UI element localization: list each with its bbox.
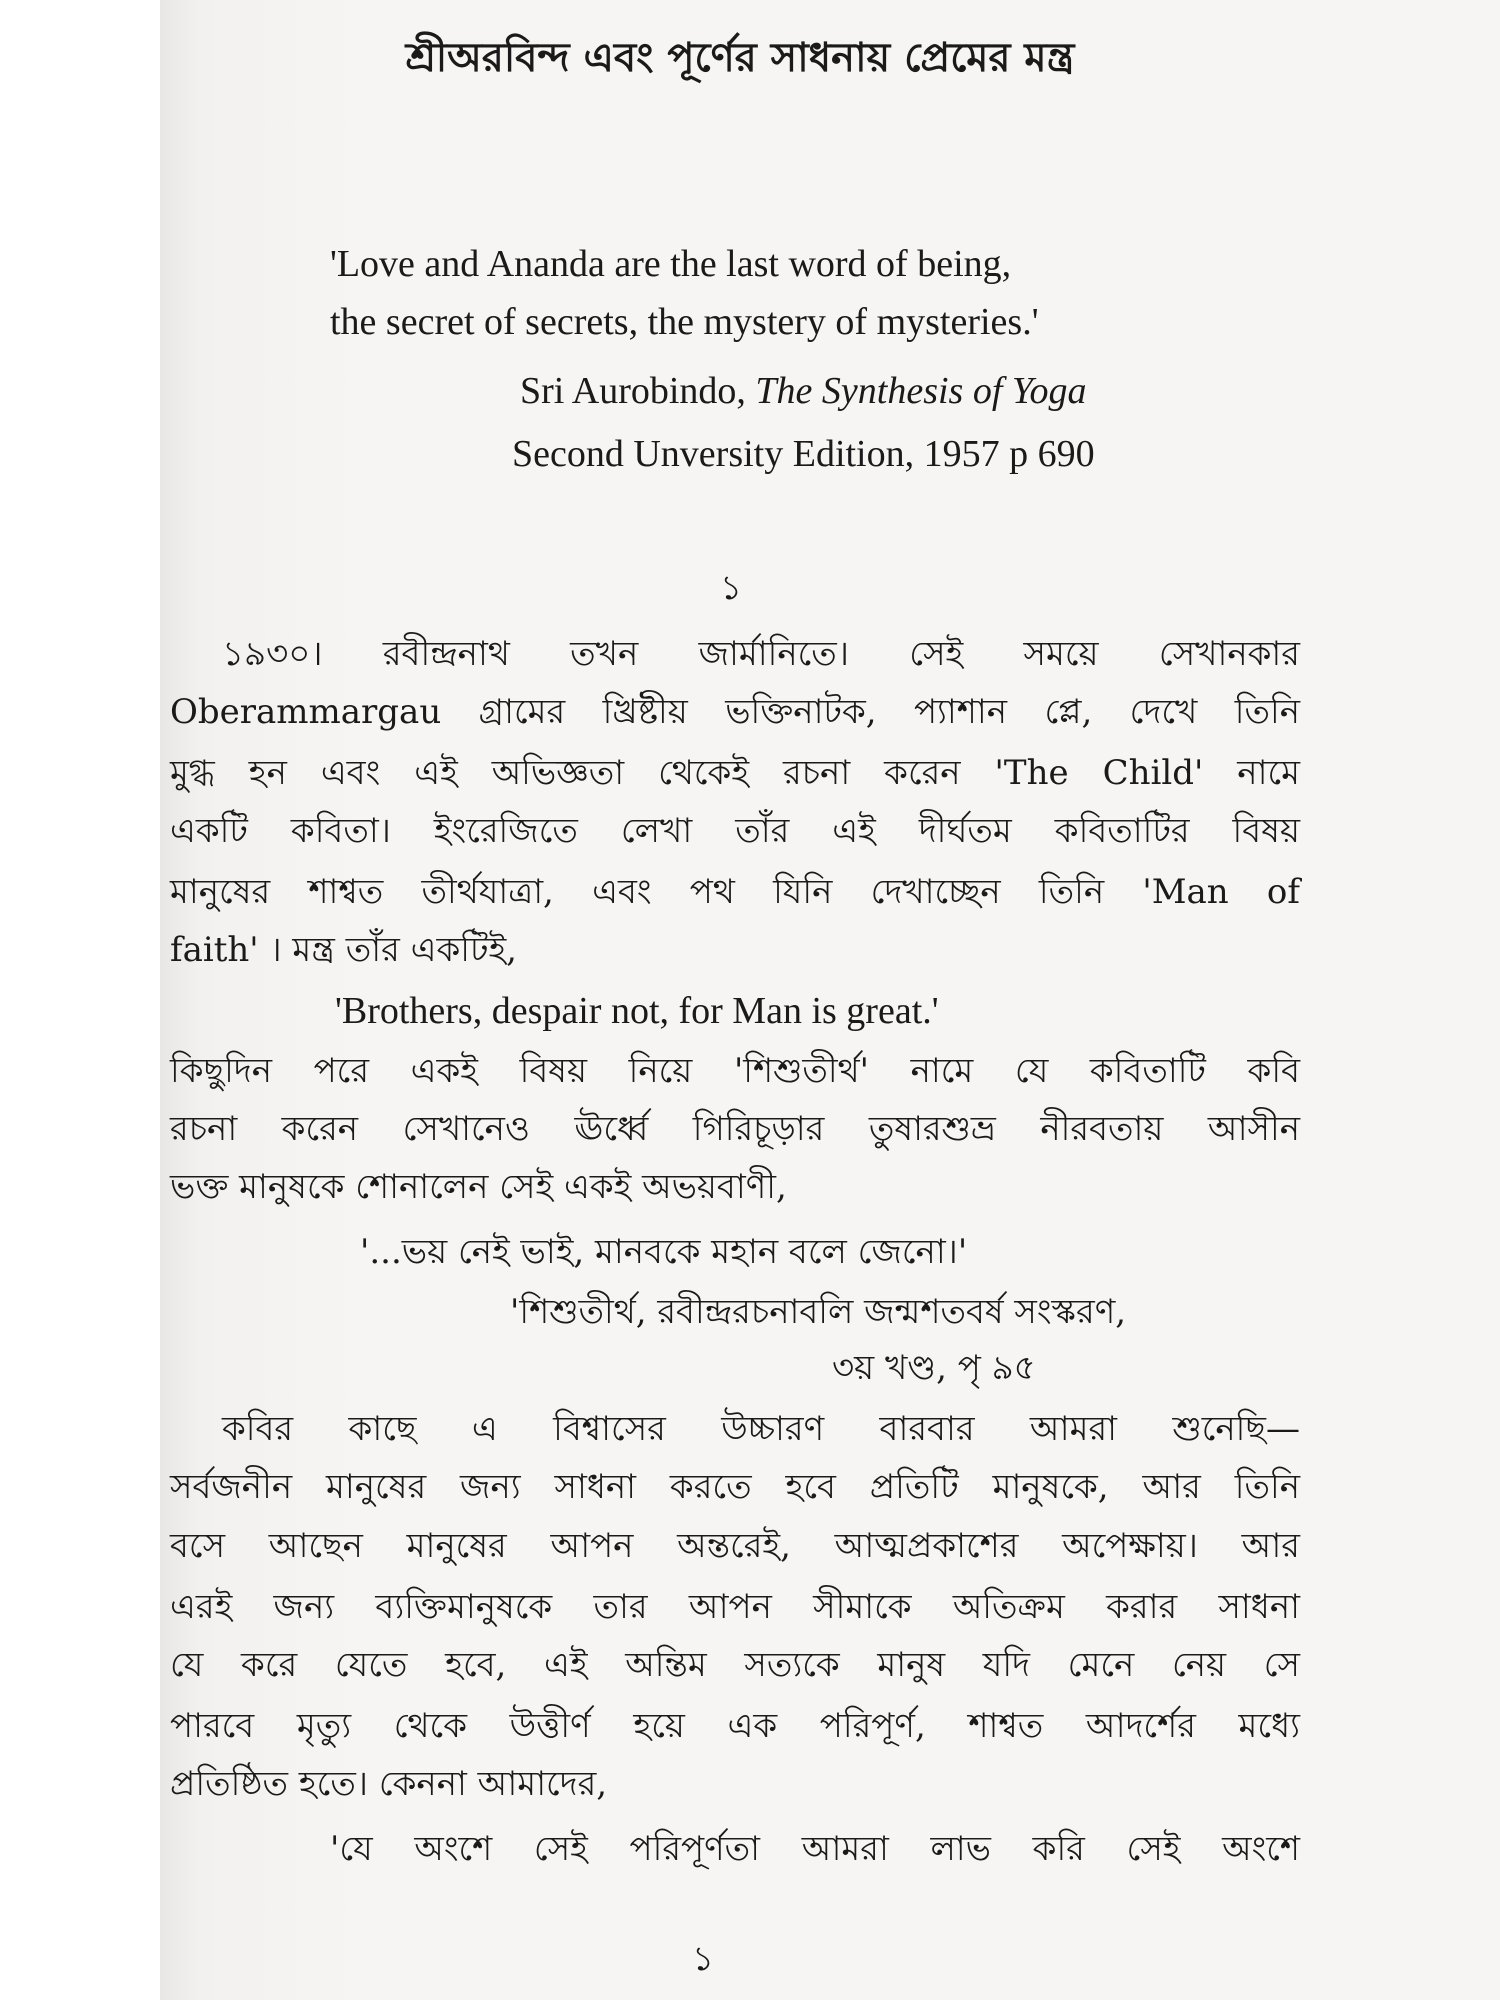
body-line: প্রতিষ্ঠিত হতে। কেননা আমাদের,	[170, 1764, 608, 1804]
body-line: 'যে অংশে সেই পরিপূর্ণতা আমরা লাভ করি সেই অংশে	[330, 1829, 1300, 1869]
epigraph-book: The Synthesis of Yoga	[755, 370, 1087, 412]
body-line: পারবে মৃত্যু থেকে উত্তীর্ণ হয়ে এক পরিপূর্ণ, শাশ্বত আদর্শের মধ্যে	[170, 1706, 1300, 1746]
epigraph-line-1: 'Love and Ananda are the last word of being,	[330, 243, 1012, 285]
page-number: ১	[692, 1939, 715, 1979]
body-line: 'শিশুতীর্থ, রবীন্দ্ররচনাবলি জন্মশতবর্ষ সংস্করণ,	[510, 1292, 1127, 1332]
body-line: যে করে যেতে হবে, এই অন্তিম সত্যকে মানুষ যদি মেনে নেয় সে	[170, 1645, 1300, 1685]
body-line: কবির কাছে এ বিশ্বাসের উচ্চারণ বারবার আমরা শুনেছি—	[222, 1409, 1300, 1449]
body-line: ১৯৩০। রবীন্দ্রনাথ তখন জার্মানিতে। সেই সময়ে সেখানকার	[222, 634, 1300, 674]
section-number: ১	[720, 568, 743, 608]
body-line: 'Brothers, despair not, for Man is great.'	[335, 990, 939, 1032]
body-line: Oberammargau গ্রামের খ্রিষ্টীয় ভক্তিনাটক, প্যাশান প্লে, দেখে তিনি	[170, 692, 1300, 732]
body-line: রচনা করেন সেখানেও ঊর্ধ্বে গিরিচূড়ার তুষারশুভ্র নীরবতায় আসীন	[170, 1109, 1300, 1149]
body-line: ৩য় খণ্ড, পৃ ৯৫	[832, 1348, 1036, 1388]
epigraph-line-2: the secret of secrets, the mystery of mysteries.'	[330, 301, 1039, 343]
body-line: এরই জন্য ব্যক্তিমানুষকে তার আপন সীমাকে অতিক্রম করার সাধনা	[170, 1587, 1300, 1627]
chapter-title: শ্রীঅরবিন্দ এবং পূর্ণের সাধনায় প্রেমের মন্ত্র	[405, 34, 1075, 81]
body-line: একটি কবিতা। ইংরেজিতে লেখা তাঁর এই দীর্ঘতম কবিতাটির বিষয়	[170, 811, 1300, 851]
epigraph-author: Sri Aurobindo,	[520, 370, 746, 412]
epigraph-edition: Second Unversity Edition, 1957 p 690	[512, 433, 1095, 475]
body-line: সর্বজনীন মানুষের জন্য সাধনা করতে হবে প্রতিটি মানুষকে, আর তিনি	[170, 1467, 1300, 1507]
body-line: বসে আছেন মানুষের আপন অন্তরেই, আত্মপ্রকাশের অপেক্ষায়। আর	[170, 1526, 1300, 1566]
epigraph-attribution	[520, 369, 1087, 413]
body-line: মানুষের শাশ্বত তীর্থযাত্রা, এবং পথ যিনি দেখাচ্ছেন তিনি 'Man of	[170, 872, 1300, 912]
body-line: মুগ্ধ হন এবং এই অভিজ্ঞতা থেকেই রচনা করেন 'The Child' নামে	[170, 753, 1300, 793]
body-line: '...ভয় নেই ভাই, মানবকে মহান বলে জেনো।'	[360, 1232, 968, 1272]
body-line: faith' । মন্ত্র তাঁর একটিই,	[170, 930, 517, 970]
body-line: ভক্ত মানুষকে শোনালেন সেই একই অভয়বাণী,	[170, 1167, 787, 1207]
scan-margin	[0, 0, 160, 2000]
body-line: কিছুদিন পরে একই বিষয় নিয়ে 'শিশুতীর্থ' নামে যে কবিতাটি কবি	[170, 1051, 1300, 1091]
